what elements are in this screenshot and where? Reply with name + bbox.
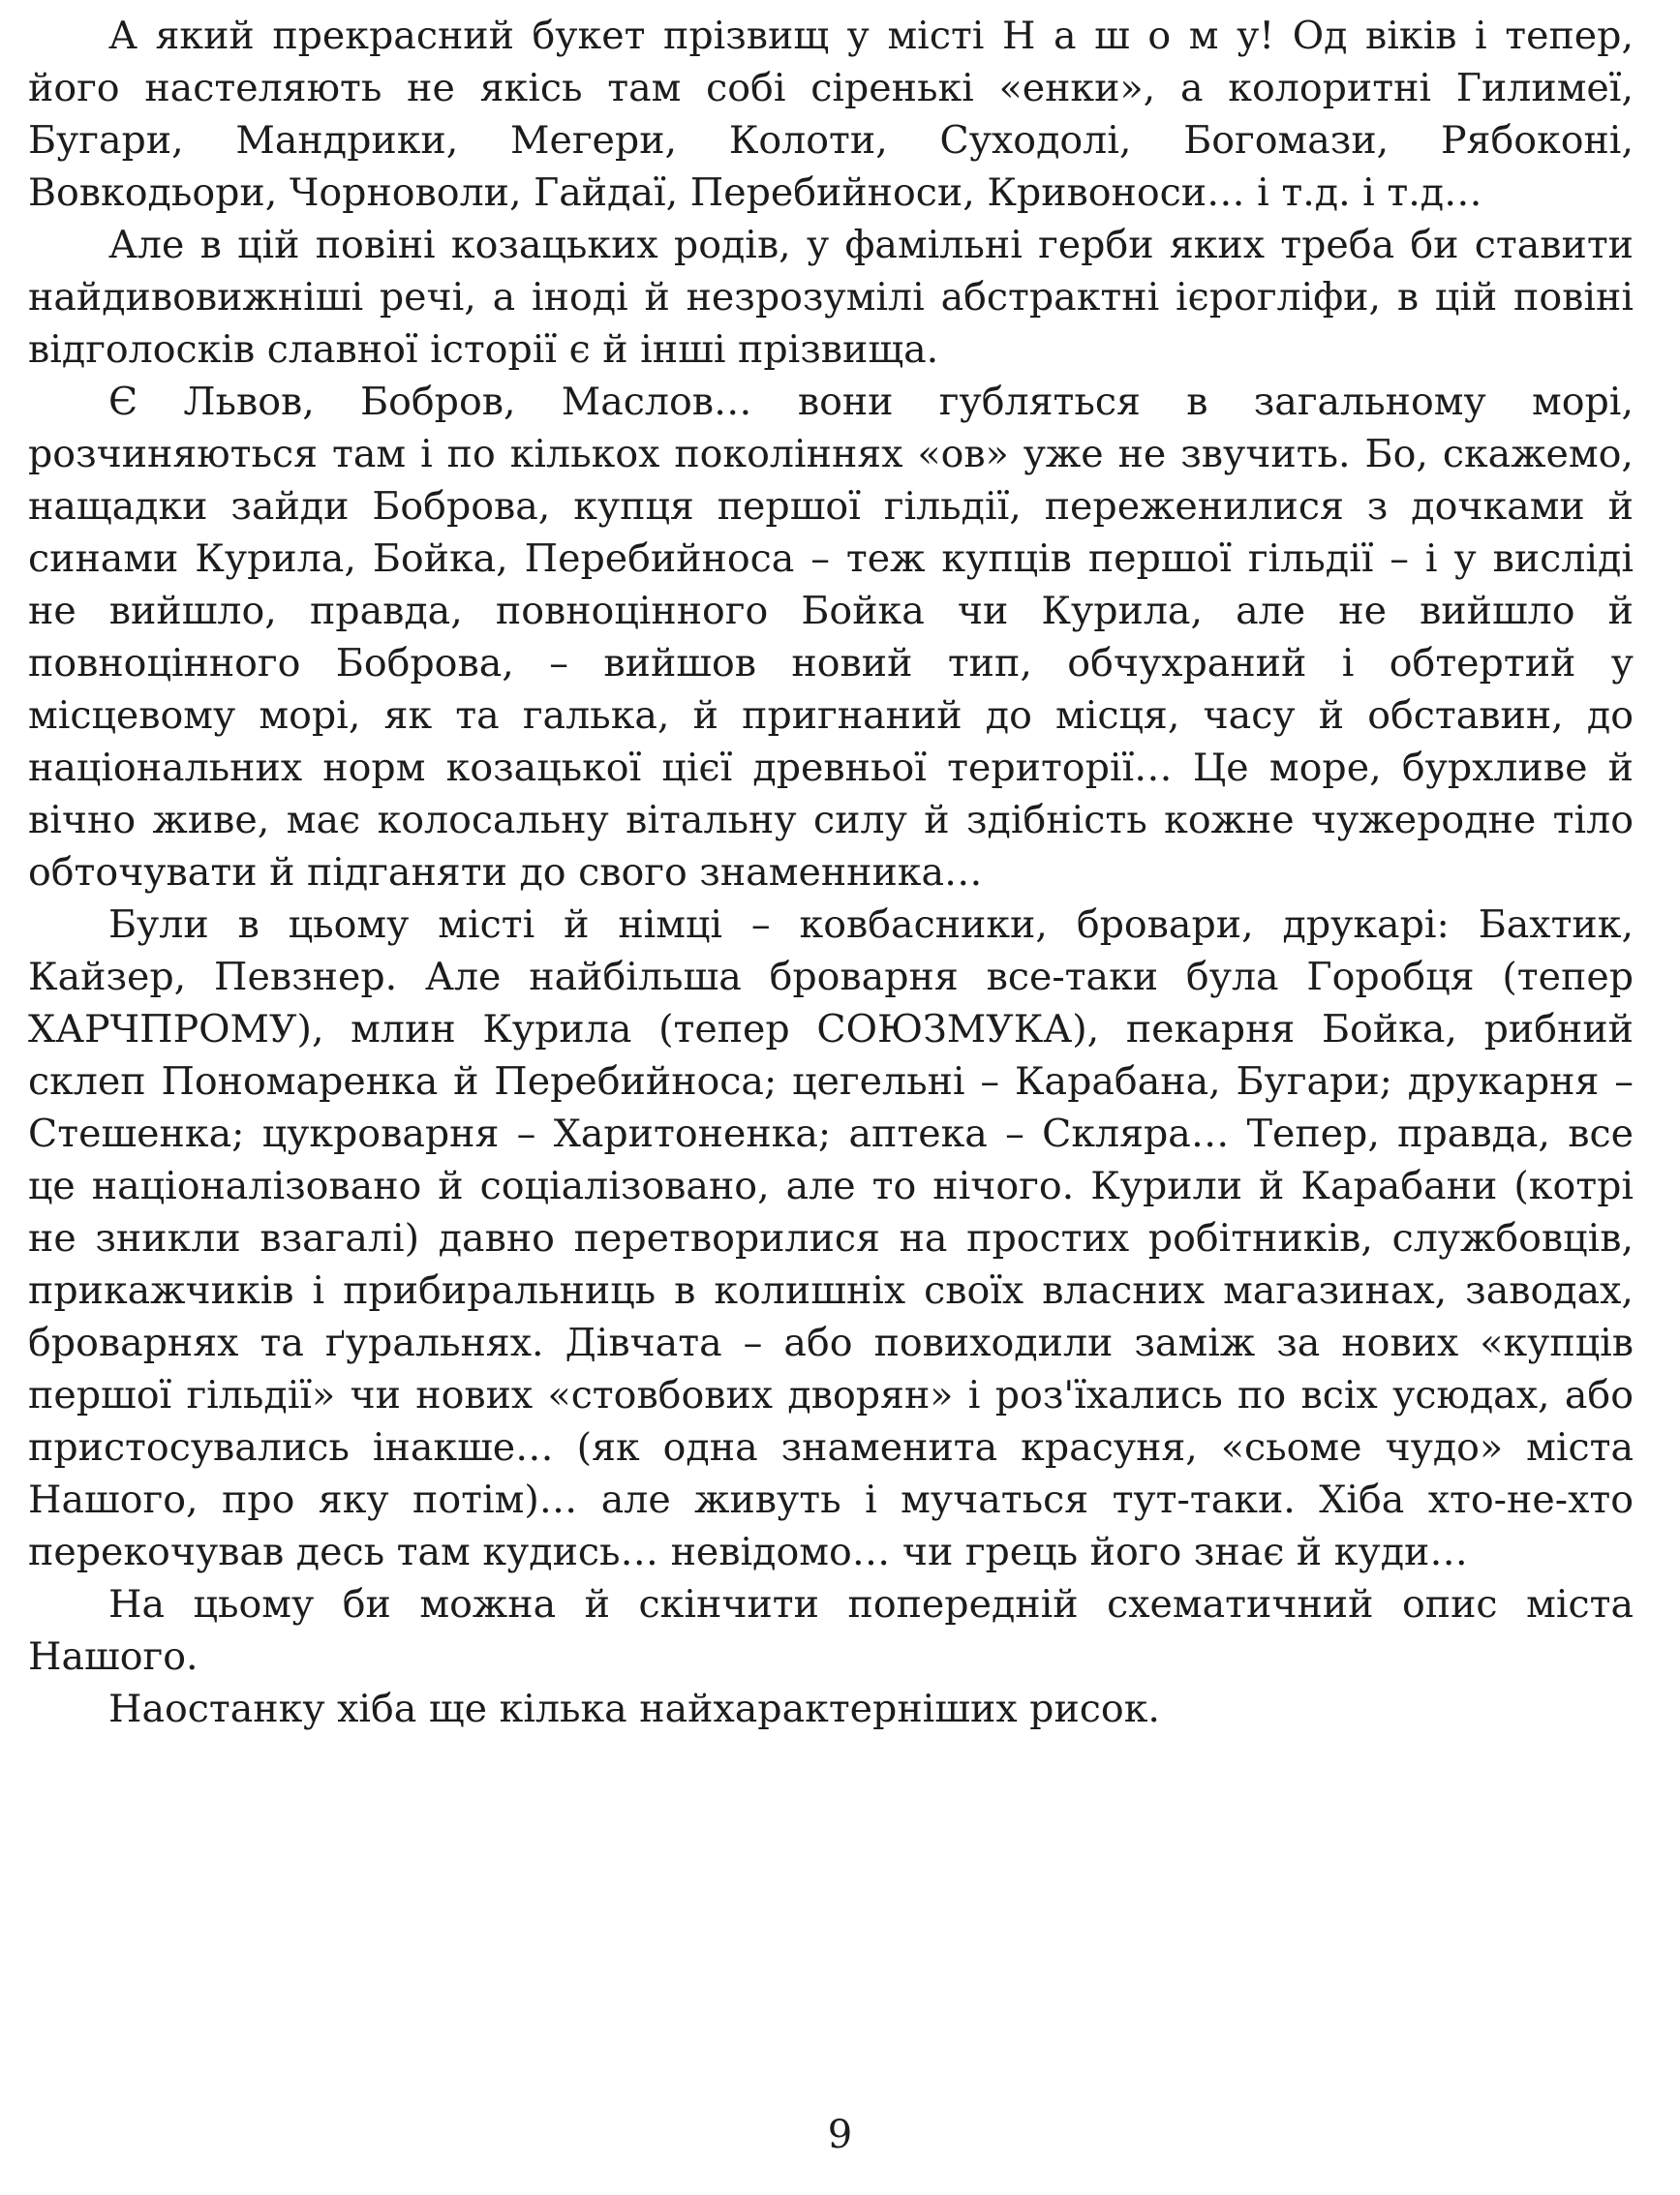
paragraph-germans-trades: Були в цьому місті й німці – ковбасники, бровари, друкарі: Бахтик, Кайзер, Певзнер. Але найбільша броварня все-таки була Горобця (тепер ХАРЧПРОМУ), млин Курила (тепер СОЮЗМУКА), пекарня Бойка, рибний склеп Пономаренка й Перебийноса; цегельні – Карабана, Бугари; друкарня – Стешенка; цукроварня – Харитоненка; аптека – Скляра… Тепер, правда, все це націоналізовано й соціалізовано, але то нічого. Курили й Карабани (котрі не зникли взагалі) давно перетворилися на простих робітників, службовців, прикажчиків і прибиральниць в колишніх своїх власних магазинах, заводах, броварнях та ґуральнях. Дівчата – або повиходили заміж за нових «купців першої гільдії» чи нових «стовбових дворян» і роз'їхались по всіх усюдах, або пристосувались інакше… (як одна знаменита красуня, «сьоме чудо» міста Нашого, про яку потім)… але живуть і мучаться тут-таки. Хіба хто-не-хто перекочував десь там кудись… невідомо… чи грець його знає й куди…	[28, 902, 1634, 1574]
paragraph-surnames: А який прекрасний букет прізвищ у місті Н а ш о м у! Од віків і тепер, його настеляють не якісь там собі сіренькі «енки», а колоритні Гилимеї, Бугари, Мандрики, Мегери, Колоти, Суходолі, Богомази, Рябоконі, Вовкодьори, Чорноволи, Гайдаї, Перебийноси, Кривоноси… і т.д. і т.д…	[28, 14, 1634, 215]
page-body	[28, 10, 1634, 1735]
paragraph-cossack-clans: Але в цій повіні козацьких родів, у фамільні герби яких треба би ставити найдивовижніші речі, а іноді й незрозумілі абстрактні ієрогліфи, в цій повіні відголосків славної історії є й інші прізвища.	[28, 223, 1634, 372]
page-number: 9	[827, 2113, 853, 2157]
paragraph-lvov-bobrov: Є Львов, Бобров, Маслов… вони губляться в загальному морі, розчиняються там і по кількох поколіннях «ов» уже не звучить. Бо, скажемо, нащадки зайди Боброва, купця першої гільдії, переженилися з дочками й синами Курила, Бойка, Перебийноса – теж купців першої гільдії – і у висліді не вийшло, правда, повноцінного Бойка чи Курила, але не вийшло й повноцінного Боброва, – вийшов новий тип, обчухраний і обтертий у місцевому морі, як та галька, й пригнаний до місця, часу й обставин, до національних норм козацької цієї древньої території… Це море, бурхливе й вічно живе, має колосальну вітальну силу й здібність кожне чужеродне тіло обточувати й підганяти до свого знаменника…	[28, 380, 1634, 895]
paragraph-closing: Наостанку хіба ще кілька найхарактерніших рисок.	[108, 1687, 1160, 1731]
paragraph-schematic-description: На цьому би можна й скінчити попередній схематичний опис міста Нашого.	[28, 1582, 1634, 1679]
